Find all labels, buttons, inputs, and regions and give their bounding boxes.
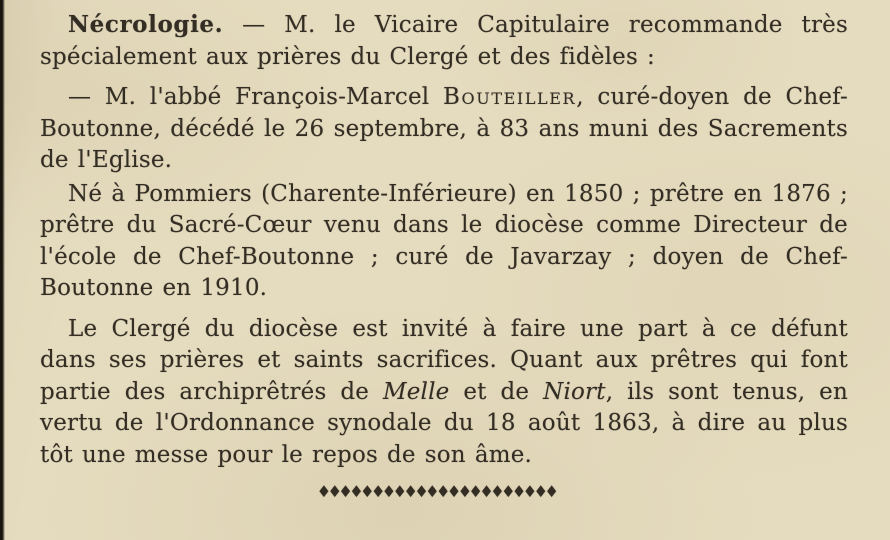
diamond-ornament-divider: ♦♦♦♦♦♦♦♦♦♦♦♦♦♦♦♦♦♦♦♦♦♦ bbox=[316, 482, 556, 501]
necrologie-paragraph bbox=[40, 9, 848, 73]
paragraph-text: — M. l'abbé François-Marcel bbox=[68, 84, 444, 110]
paragraph-text: Né à Pommiers (Charente-Inférieure) en 1850 ; prêtre en 1876 ; prêtre du Sacré-Cœur venu dans le diocèse comme Directeur de l'école de Chef-Boutonne ; curé de Javarzay ; doyen de Chef-Boutonne en 1910. bbox=[40, 180, 848, 301]
paragraph-text: — M. le Vicaire Capitulaire recommande très spécialement aux prières du Clergé et des fidèles : bbox=[40, 12, 848, 70]
paragraph-text: Le Clergé du diocèse est invité à faire une part à ce défunt dans ses prières et saints sacrifices. Quant aux prêtres qui font partie des archiprêtrés de bbox=[40, 315, 848, 405]
paragraph-text: et de bbox=[449, 378, 544, 405]
necrologie-heading: Nécrologie. bbox=[68, 11, 224, 38]
paragraph-text: , ils sont tenus, en vertu de l'Ordonnance synodale du 18 août 1863, à dire au plus tôt une messe pour le repos de son âme. bbox=[40, 378, 848, 468]
place-name-melle: Melle bbox=[382, 378, 450, 405]
biography-paragraph bbox=[40, 179, 848, 305]
place-name-niort: Niort bbox=[543, 378, 606, 405]
paragraph-text: , curé-doyen de Chef-Boutonne, décédé le 26 septembre, à 83 ans muni des Sacrements de l'Eglise. bbox=[40, 84, 849, 173]
mass-request-paragraph bbox=[40, 314, 848, 472]
deceased-name: Bouteiller bbox=[443, 84, 577, 110]
obituary-notice-paragraph bbox=[40, 82, 848, 177]
